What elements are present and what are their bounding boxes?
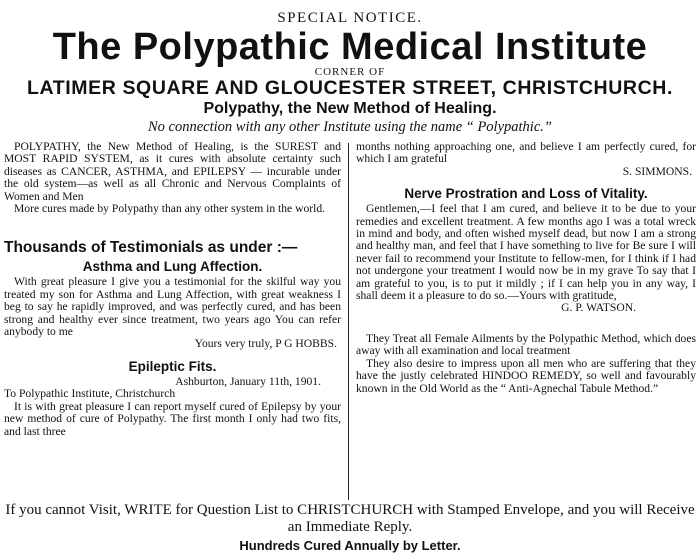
female-ailments-paragraph: They Treat all Female Ailments by the Polypathic Method, which does away with all examination and local treatment: [356, 331, 696, 358]
hindoo-remedy-paragraph: They also desire to impress upon all men who are suffering that they have the justly celebrated HINDOO REMEDY, so well and favourably known in the Old World as the “ Anti-Agnechal Tabule Method.”: [356, 356, 696, 395]
asthma-heading: Asthma and Lung Affection.: [82, 259, 263, 275]
epileptic-continuation: months nothing approaching one, and believe I am perfectly cured, for which I am grateful: [356, 140, 696, 166]
special-notice-label: SPECIAL NOTICE.: [277, 10, 423, 26]
no-connection-note: No connection with any other Institute using the name “ Polypathic.”: [148, 119, 552, 135]
right-column: [356, 141, 696, 395]
method-subtitle: Polypathy, the New Method of Healing.: [203, 100, 497, 117]
column-divider: [348, 143, 349, 500]
epileptic-testimonial: It is with great pleasure I can report myself cured of Epilepsy by your new method of cure of Polypathy. The first month I only had two fits, and last three: [4, 399, 341, 438]
intro-paragraph: POLYPATHY, the New Method of Healing, is the SUREST and MOST RAPID SYSTEM, as it cures with absolute certainty such diseases as CANCER, ASTHMA, and EPILEPSY — incurable under the old system—as well as all Chronic and Nervous Complaints of Women and Men: [4, 140, 341, 203]
watson-signature: G. P. WATSON.: [561, 301, 636, 315]
asthma-testimonial: With great pleasure I give you a testimonial for the skilful way you treated my son for Asthma and Lung Affection, with great weakness I beg to say he rapidly improved, and was perfectly cured, and has been strong and healthy ever since treatment, two years ago You can refer anybody to me: [4, 275, 341, 339]
nerve-testimonial: Gentlemen,—I feel that I am cured, and believe it to be due to your remedies and excellent treatment. A few months ago I was a total wreck in mind and body, and often wished myself dead, but now I am a strong and healthy man, and feel that I have something to live for Be sure I will never fail to recommend your Institute to fellow-men, for I think if I had not undergone your treatment I would now be in my grave To say that I am grateful to you, is to put it mildly ; if I can help you in any way, I shall deem it a pleasure to do so.—Yours with gratitude,: [356, 202, 696, 303]
testimonials-heading: Thousands of Testimonials as under :—: [4, 239, 298, 257]
epileptic-addressee: To Polypathic Institute, Christchurch: [4, 387, 176, 401]
nerve-prostration-heading: Nerve Prostration and Loss of Vitality.: [404, 186, 648, 202]
institute-title: The Polypathic Medical Institute: [52, 26, 648, 68]
more-cures-paragraph: More cures made by Polypathy than any other system in the world.: [14, 202, 326, 216]
corner-of-label: CORNER OF: [314, 66, 386, 78]
epileptic-heading: Epileptic Fits.: [128, 358, 217, 374]
simmons-signature: S. SIMMONS.: [622, 164, 692, 178]
epileptic-dateline: Ashburton, January 11th, 1901.: [175, 374, 321, 388]
address-line: LATIMER SQUARE AND GLOUCESTER STREET, CHRISTCHURCH.: [27, 77, 673, 99]
write-for-question-list: If you cannot Visit, WRITE for Question List to CHRISTCHURCH with Stamped Envelope, and you will Receive an Immediate Reply.: [5, 502, 695, 535]
left-column: [4, 141, 341, 438]
asthma-signature: Yours very truly, P G HOBBS.: [194, 337, 337, 351]
cured-by-letter: Hundreds Cured Annually by Letter.: [239, 538, 461, 553]
